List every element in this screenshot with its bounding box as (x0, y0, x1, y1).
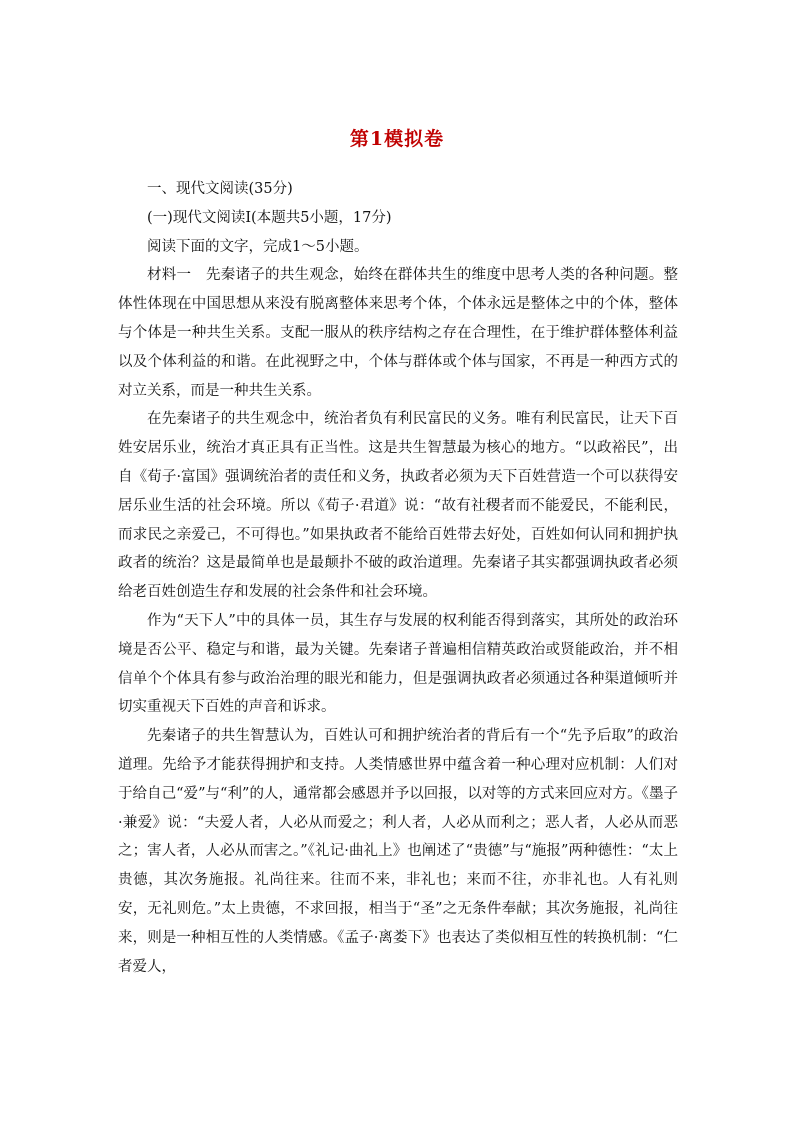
page-title: 第1模拟卷 (349, 128, 445, 150)
section-heading: 一、现代文阅读(35分) (147, 181, 293, 197)
paragraph-give-before-take: 先秦诸子的共生智慧认为，百姓认可和拥护统治者的背后有一个“先予后取”的政治道理。先给予才能获得拥护和支持。人类情感世界中蕴含着一种心理对应机制：人们对于给自己“爱”与“利”的人，通常都会感恩并予以回报，以对等的方式来回应对方。《墨子·兼爱》说：“夫爱人者，人必从而爱之；利人者，人必从而利之；恶人者，人必从而恶之；害人者，人必从而害之。”《礼记·曲礼上》也阐述了“贵德”与“施报”两种德性：“太上贵德，其次务施报。礼尚往来。往而不来，非礼也；来而不往，亦非礼也。人有礼则安，无礼则危。”太上贵德，不求回报，相当于“圣”之无条件奉献；其次务施报，礼尚往来，则是一种相互性的人类情感。《孟子·离娄下》也表达了类似相互性的转换机制：“仁者爱人， (118, 728, 678, 975)
subsection-heading: (一)现代文阅读Ⅰ(本题共5小题，17分) (147, 209, 392, 226)
paragraph-tianxia-people: 作为“天下人”中的具体一员，其生存与发展的权利能否得到落实，其所处的政治环境是否公平、稳定与和谐，最为关键。先秦诸子普遍相信精英政治或贤能政治，并不相信单个个体具有参与政治治理的眼光和能力，但是强调执政者必须通过各种渠道倾听并切实重视天下百姓的声音和诉求。 (118, 612, 678, 716)
paragraph-material-one: 材料一 先秦诸子的共生观念，始终在群体共生的维度中思考人类的各种问题。整体性体现在中国思想从来没有脱离整体来思考个体，个体永远是整体之中的个体，整体与个体是一种共生关系。支配一服从的秩序结构之存在合理性，在于维护群体整体利益以及个体利益的和谐。在此视野之中，个体与群体或个体与国家，不再是一种西方式的对立关系，而是一种共生关系。 (118, 267, 678, 399)
paragraph-ruler-duty: 在先秦诸子的共生观念中，统治者负有利民富民的义务。唯有利民富民，让天下百姓安居乐业，统治才真正具有正当性。这是共生智慧最为核心的地方。“以政裕民”，出自《荀子·富国》强调统治者的责任和义务，执政者必须为天下百姓营造一个可以获得安居乐业生活的社会环境。所以《荀子·君道》说：“故有社稷者而不能爱民，不能利民，而求民之亲爱己，不可得也。”如果执政者不能给百姓带去好处，百姓如何认同和拥护执政者的统治？这是最简单也是最颠扑不破的政治道理。先秦诸子其实都强调执政者必须给老百姓创造生存和发展的社会条件和社会环境。 (118, 411, 678, 601)
reading-instruction: 阅读下面的文字，完成1～5小题。 (147, 238, 369, 255)
document-body (118, 175, 678, 981)
